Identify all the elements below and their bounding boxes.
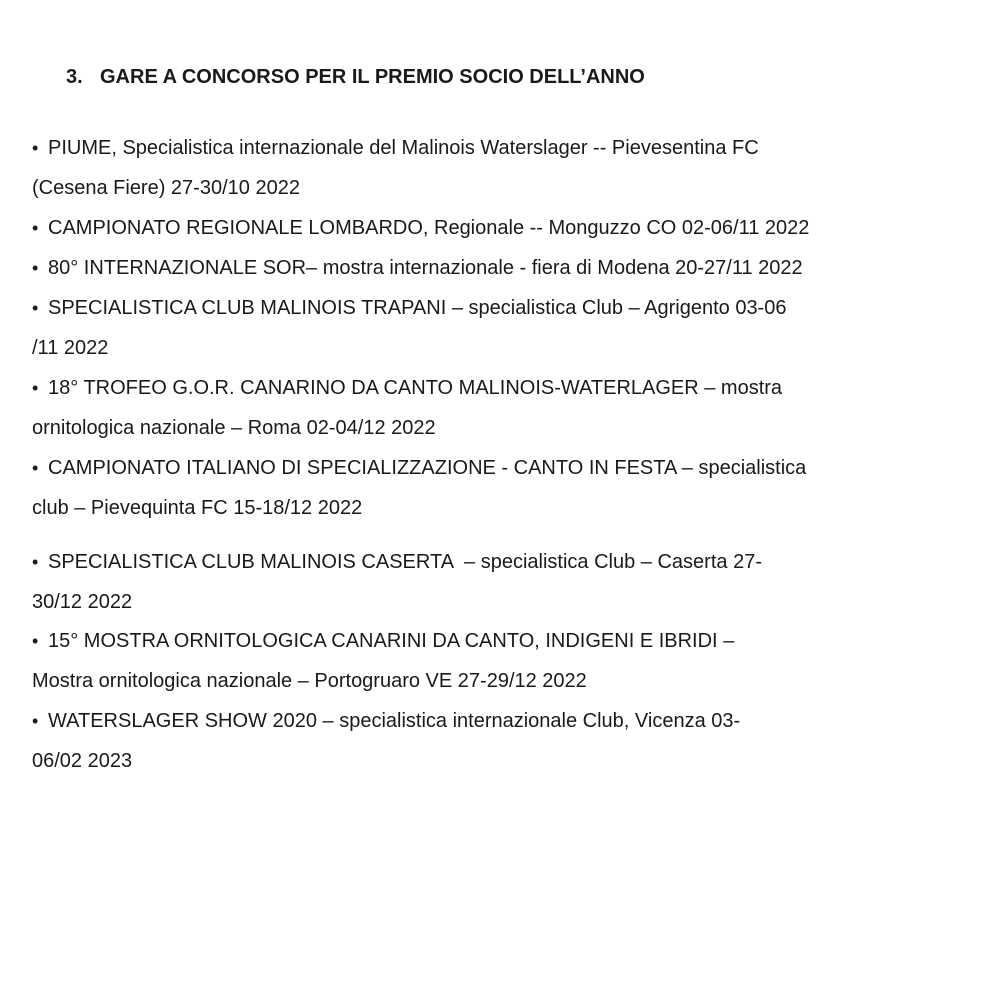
- item-text-line1: 15° MOSTRA ORNITOLOGICA CANARINI DA CANTO, INDIGENI E IBRIDI –: [48, 630, 735, 652]
- bullet-icon: •: [32, 458, 39, 478]
- item-text-line2: (Cesena Fiere) 27-30/10 2022: [32, 177, 300, 199]
- list-item: [32, 368, 782, 448]
- list-item: [32, 288, 786, 368]
- list-item: [32, 248, 803, 288]
- item-text-line2: club – Pievequinta FC 15-18/12 2022: [32, 497, 363, 519]
- bullet-icon: •: [32, 378, 39, 398]
- section-title: GARE A CONCORSO PER IL PREMIO SOCIO DELL’ANNO: [100, 66, 645, 88]
- item-text-line2: 06/02 2023: [32, 750, 133, 772]
- list-item: [32, 701, 740, 781]
- list-item: [32, 128, 759, 208]
- list-item: [32, 208, 809, 248]
- item-text-line2: Mostra ornitologica nazionale – Portogruaro VE 27-29/12 2022: [32, 670, 587, 692]
- item-text-line2: 30/12 2022: [32, 591, 133, 613]
- section-heading: [66, 63, 645, 91]
- item-text-line2: ornitologica nazionale – Roma 02-04/12 2022: [32, 417, 436, 439]
- bullet-icon: •: [32, 218, 39, 238]
- item-text-line1: CAMPIONATO ITALIANO DI SPECIALIZZAZIONE - CANTO IN FESTA – specialistica: [48, 457, 807, 479]
- item-text-line2: /11 2022: [32, 337, 109, 359]
- bullet-icon: •: [32, 258, 39, 278]
- list-item: [32, 621, 734, 701]
- section-number: 3.: [66, 66, 83, 88]
- bullet-icon: •: [32, 711, 39, 731]
- bullet-icon: •: [32, 138, 39, 158]
- item-text-line1: CAMPIONATO REGIONALE LOMBARDO, Regionale -- Monguzzo CO 02-06/11 2022: [48, 217, 810, 239]
- item-text-line1: 80° INTERNAZIONALE SOR– mostra internazionale - fiera di Modena 20-27/11 2022: [48, 257, 803, 279]
- item-text-line1: WATERSLAGER SHOW 2020 – specialistica internazionale Club, Vicenza 03-: [48, 710, 741, 732]
- list-item: [32, 448, 806, 528]
- list-item: [32, 542, 762, 622]
- bullet-icon: •: [32, 552, 39, 572]
- item-text-line1: 18° TROFEO G.O.R. CANARINO DA CANTO MALINOIS-WATERLAGER – mostra: [48, 377, 783, 399]
- item-text-line1: SPECIALISTICA CLUB MALINOIS TRAPANI – specialistica Club – Agrigento 03-06: [48, 297, 787, 319]
- item-text-line1: SPECIALISTICA CLUB MALINOIS CASERTA – specialistica Club – Caserta 27-: [48, 551, 762, 573]
- bullet-icon: •: [32, 298, 39, 318]
- bullet-icon: •: [32, 631, 39, 651]
- item-text-line1: PIUME, Specialistica internazionale del Malinois Waterslager -- Pievesentina FC: [48, 137, 759, 159]
